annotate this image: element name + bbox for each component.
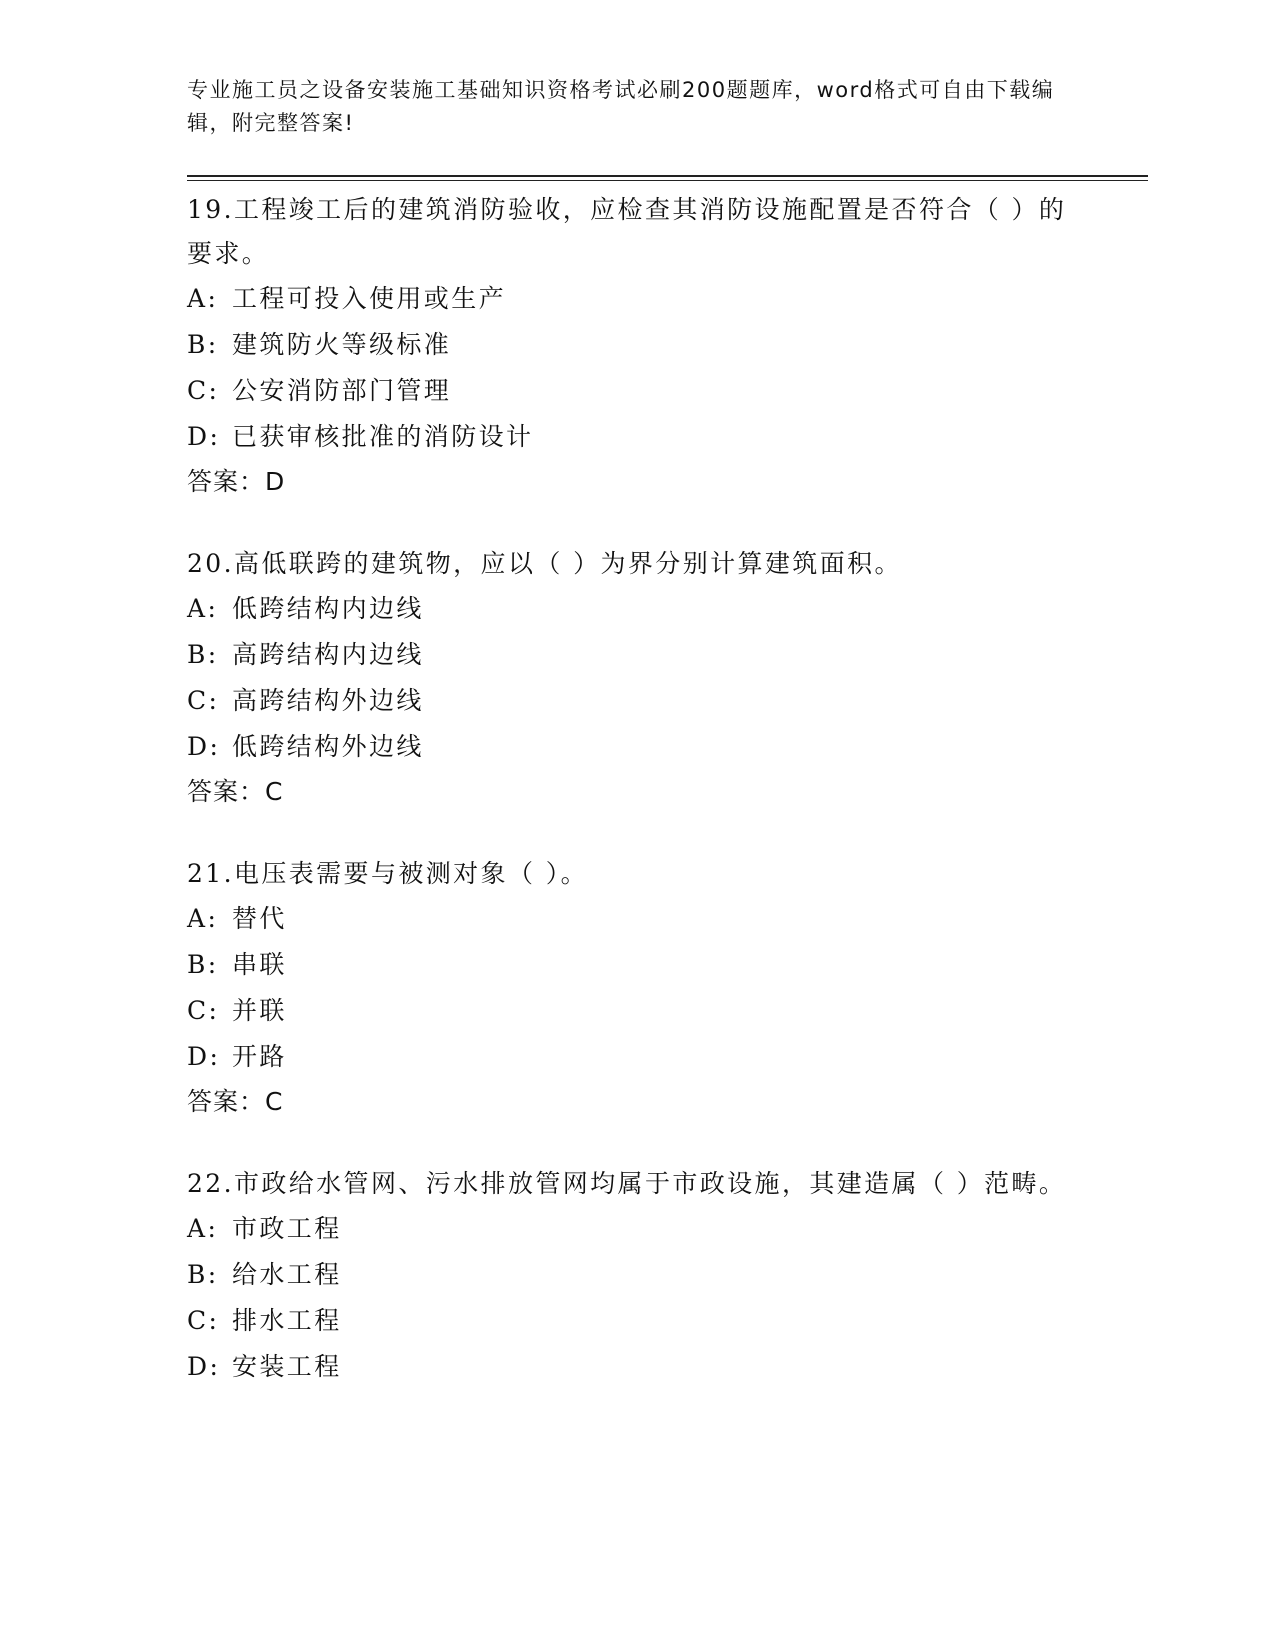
option-letter: B:: [187, 1260, 219, 1289]
option-text: 串联: [232, 950, 287, 979]
option-c: [187, 368, 1087, 414]
document-header: 专业施工员之设备安装施工基础知识资格考试必刷200题题库，word格式可自由下载编辑，附完整答案!: [187, 78, 1055, 135]
question-list: [187, 188, 1087, 1428]
option-letter: A:: [187, 284, 219, 313]
option-b: [187, 632, 1087, 678]
question-stem: 21.电压表需要与被测对象（ ）。: [187, 859, 589, 888]
option-letter: B:: [187, 330, 219, 359]
option-letter: D:: [187, 422, 221, 451]
option-letter: A:: [187, 594, 219, 623]
option-a: [187, 586, 1087, 632]
option-letter: C:: [187, 686, 220, 715]
header-divider-thin: [187, 180, 1148, 181]
option-text: 建筑防火等级标准: [232, 330, 452, 359]
option-text: 开路: [232, 1042, 287, 1071]
option-text: 排水工程: [232, 1306, 342, 1335]
answer-line: 答案：D: [187, 467, 286, 496]
option-text: 并联: [232, 996, 287, 1025]
option-text: 公安消防部门管理: [232, 376, 452, 405]
question-stem: 20.高低联跨的建筑物，应以（ ）为界分别计算建筑面积。: [187, 549, 902, 578]
option-d: [187, 1344, 1087, 1390]
option-c: [187, 988, 1087, 1034]
option-a: [187, 1206, 1087, 1252]
question-stem: 22.市政给水管网、污水排放管网均属于市政设施，其建造属（ ）范畴。: [187, 1169, 1067, 1198]
option-b: [187, 1252, 1087, 1298]
question-22: [187, 1162, 1087, 1390]
question-stem: 19.工程竣工后的建筑消防验收，应检查其消防设施配置是否符合（ ）的要求。: [187, 195, 1067, 268]
option-text: 工程可投入使用或生产: [232, 284, 507, 313]
answer-line: 答案：C: [187, 777, 284, 806]
option-c: [187, 1298, 1087, 1344]
option-letter: D:: [187, 732, 221, 761]
option-text: 给水工程: [232, 1260, 342, 1289]
option-letter: C:: [187, 376, 220, 405]
option-a: [187, 896, 1087, 942]
option-text: 市政工程: [232, 1214, 342, 1243]
option-d: [187, 724, 1087, 770]
option-letter: C:: [187, 1306, 220, 1335]
option-text: 高跨结构内边线: [232, 640, 424, 669]
option-text: 安装工程: [232, 1352, 342, 1381]
question-19: [187, 188, 1087, 504]
option-letter: B:: [187, 640, 219, 669]
option-letter: A:: [187, 904, 219, 933]
answer-line: 答案：C: [187, 1087, 284, 1116]
question-20: [187, 542, 1087, 814]
option-letter: C:: [187, 996, 220, 1025]
option-letter: A:: [187, 1214, 219, 1243]
option-text: 替代: [232, 904, 287, 933]
option-d: [187, 414, 1087, 460]
option-letter: B:: [187, 950, 219, 979]
option-text: 已获审核批准的消防设计: [232, 422, 534, 451]
option-text: 低跨结构外边线: [232, 732, 424, 761]
option-letter: D:: [187, 1042, 221, 1071]
option-c: [187, 678, 1087, 724]
option-b: [187, 942, 1087, 988]
option-d: [187, 1034, 1087, 1080]
question-21: [187, 852, 1087, 1124]
option-letter: D:: [187, 1352, 221, 1381]
option-text: 低跨结构内边线: [232, 594, 424, 623]
option-text: 高跨结构外边线: [232, 686, 424, 715]
option-a: [187, 276, 1087, 322]
header-divider-thick: [187, 175, 1148, 177]
option-b: [187, 322, 1087, 368]
